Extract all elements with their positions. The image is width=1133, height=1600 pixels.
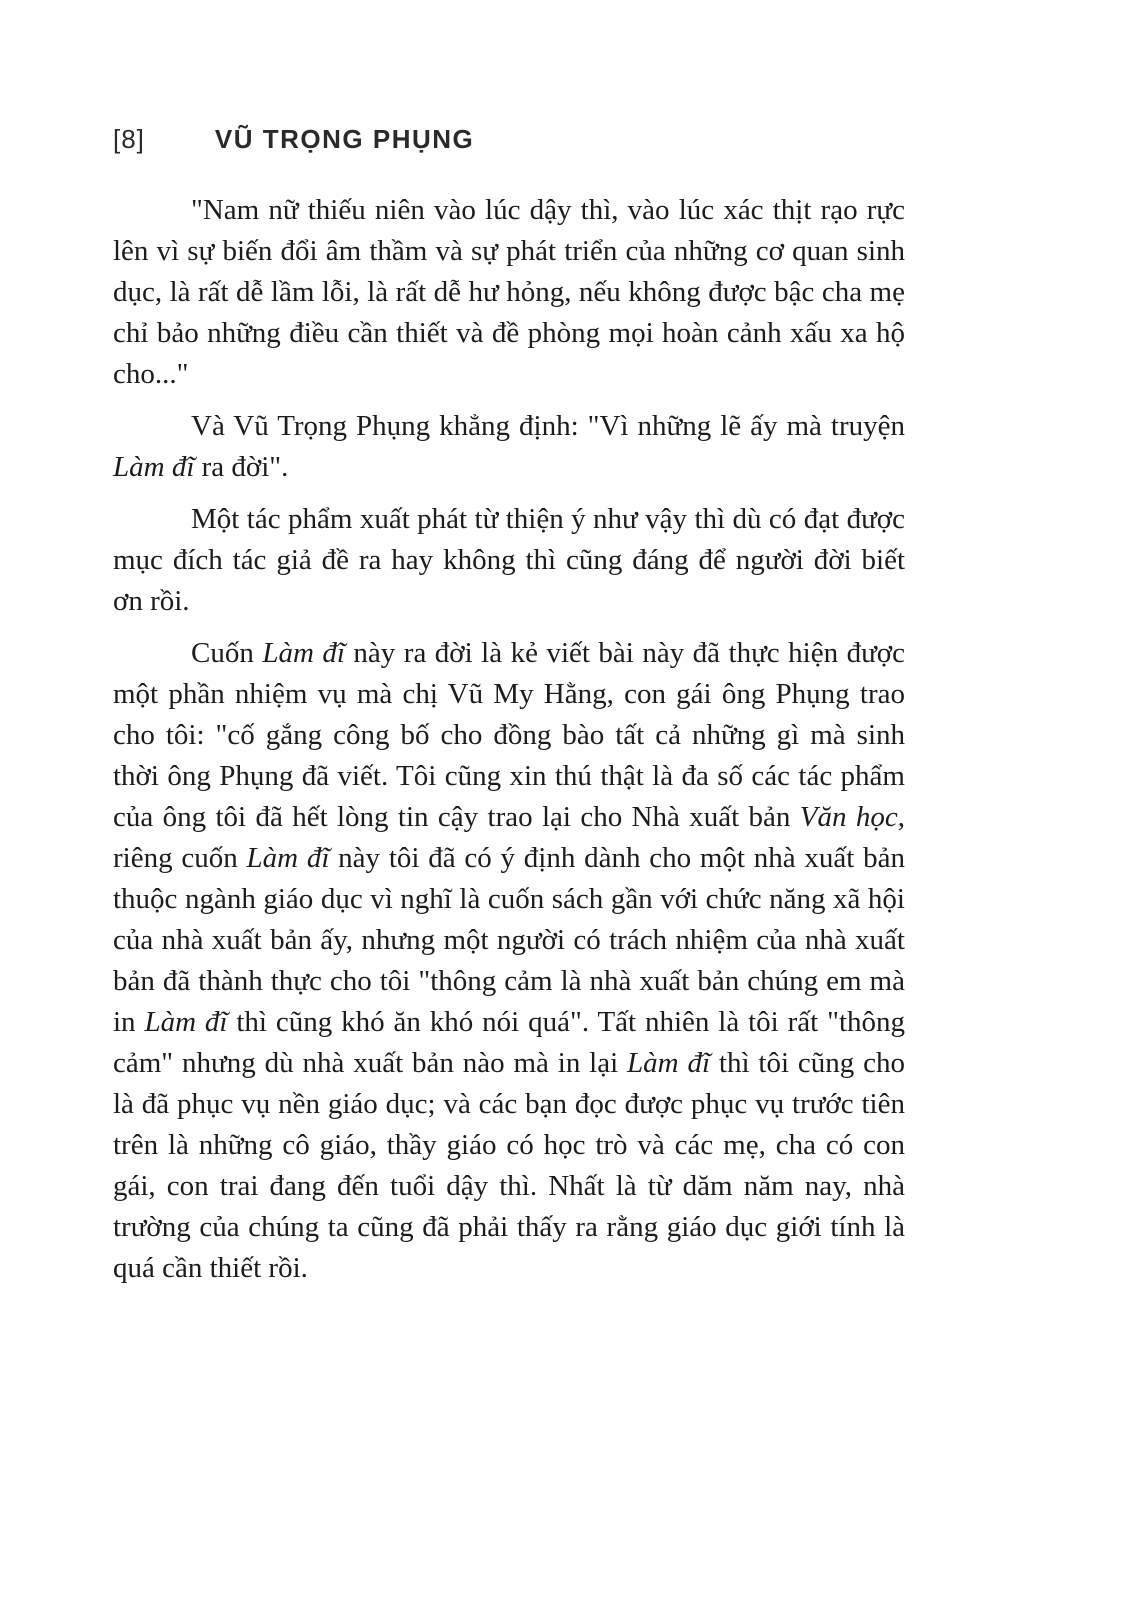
page-body [113, 190, 905, 1300]
text-run: thì cũng khó ăn khó nói quá". Tất nhiên là tôi rất "thông cảm" nhưng dù nhà xuất bản nào mà in lại [113, 1006, 905, 1079]
book-title-italic: Làm đĩ [627, 1047, 711, 1079]
text-run: , riêng cuốn [113, 801, 905, 874]
text-run: này tôi đã có ý định dành cho một nhà xuất bản thuộc ngành giáo dục vì nghĩ là cuốn sách gần với chức năng xã hội của nhà xuất bản ấy, nhưng một người có trách nhiệm của nhà xuất bản đã thành thực cho tôi "thông cảm là nhà xuất bản chúng em mà in [113, 842, 905, 1038]
running-title: VŨ TRỌNG PHỤNG [214, 124, 475, 154]
text-run: Và Vũ Trọng Phụng khẳng định: "Vì những lẽ ấy mà truyện [191, 410, 905, 442]
book-title-italic: Làm đĩ [144, 1006, 228, 1038]
text-run: ra đời". [194, 451, 289, 483]
page-header [113, 124, 1020, 155]
book-title-italic: Làm đĩ [113, 451, 195, 483]
text-run: Một tác phẩm xuất phát từ thiện ý như vậy thì dù có đạt được mục đích tác giả đề ra hay không thì cũng đáng để người đời biết ơn rồi. [113, 503, 905, 617]
paragraph [113, 190, 905, 395]
page-number: [8] [113, 124, 145, 154]
paragraph [113, 406, 905, 488]
text-run: "Nam nữ thiếu niên vào lúc dậy thì, vào lúc xác thịt rạo rực lên vì sự biến đổi âm thầm và sự phát triển của những cơ quan sinh dục, là rất dễ lầm lỗi, là rất dễ hư hỏng, nếu không được bậc cha mẹ chỉ bảo những điều cần thiết và đề phòng mọi hoàn cảnh xấu xa hộ cho..." [113, 194, 905, 390]
text-run: thì tôi cũng cho là đã phục vụ nền giáo dục; và các bạn đọc được phục vụ trước tiên trên là những cô giáo, thầy giáo có học trò và các mẹ, cha có con gái, con trai đang đến tuổi dậy thì. Nhất là từ dăm năm nay, nhà trường của chúng ta cũng đã phải thấy ra rằng giáo dục giới tính là quá cần thiết rồi. [113, 1047, 905, 1284]
text-run: này ra đời là kẻ viết bài này đã thực hiện được một phần nhiệm vụ mà chị Vũ My Hằng, con gái ông Phụng trao cho tôi: "cố gắng công bố cho đồng bào tất cả những gì mà sinh thời ông Phụng đã viết. Tôi cũng xin thú thật là đa số các tác phẩm của ông tôi đã hết lòng tin cậy trao lại cho Nhà xuất bản [113, 637, 905, 833]
paragraph [113, 499, 905, 622]
paragraph [113, 633, 905, 1289]
book-title-italic: Làm đĩ [246, 842, 330, 874]
book-title-italic: Làm đĩ [262, 637, 345, 669]
book-title-italic: Văn học [799, 801, 898, 833]
text-run: Cuốn [191, 637, 263, 669]
